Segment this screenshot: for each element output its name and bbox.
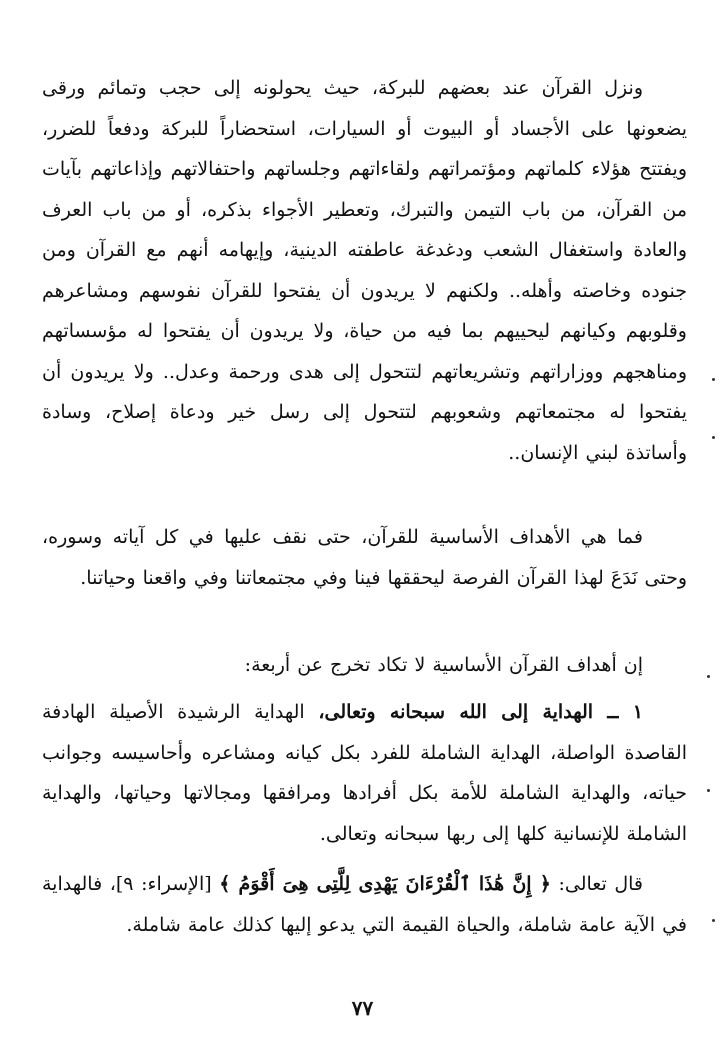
goal-one-description: الهداية الرشيدة الأصيلة الهادفة القاصدة الواصلة، الهداية الشاملة للفرد بكل كيانه ومشاعره وأحاسيسه وجوانب حياته، والهداية الشاملة للأمة بكل أفرادها ومرافقها ومجالاتها وحياتها، والهداية الشاملة للإنسانية كلها إلى ربها سبحانه وتعالى. (42, 701, 687, 845)
margin-mark (707, 789, 710, 792)
paragraph-quran-for-blessing: ونزل القرآن عند بعضهم للبركة، حيث يحولونه إلى حجب وتمائم ورقى يضعونها على الأجساد أو البيوت أو السيارات، استحضاراً للبركة ودفعاً للضرر، ويفتتح هؤلاء كلماتهم ومؤتمراتهم ولقاءاتهم وجلساتهم واحتفالاتهم وإذاعاتهم بآيات من القرآن، من باب التيمن والتبرك، وتعطير الأجواء بذكره، أو من باب العرف والعادة واستغفال الشعب ودغدغة عاطفته الدينية، وإيهامه أنهم مع القرآن ومن جنوده وخاصته وأهله.. ولكنهم لا يريدون أن يفتحوا للقرآن نفوسهم ومشاعرهم وقلوبهم وكيانهم ليحييهم بما فيه من حياة، ولا يريدون أن يفتحوا له مؤسساتهم ومناهجهم ووزاراتهم وتشريعاتهم لتتحول إلى هدى ورحمة وعدل.. ولا يريدون أن يفتحوا له مجتمعاتهم وشعوبهم لتتحول إلى رسل خير ودعاة إصلاح، وسادة وأساتذة لبني الإنسان.. (42, 77, 687, 464)
paragraph-four-goals-intro: إن أهداف القرآن الأساسية لا تكاد تخرج عن أربعة: (244, 654, 643, 676)
margin-mark (707, 675, 710, 678)
margin-mark (712, 919, 715, 922)
paragraph-core-goals-question: فما هي الأهداف الأساسية للقرآن، حتى نقف عليها في كل آياته وسوره، وحتى نَدَعَ لهذا القرآن الفرصة ليحققها فينا وفي مجتمعاتنا وفي واقعنا وحياتنا. (42, 526, 687, 589)
goal-one-heading: ١ ــ الهداية إلى الله سبحانه وتعالى، (318, 701, 643, 723)
quran-verse-text: ﴿ إِنَّ هَٰذَا ٱلْقُرْءَانَ يَهْدِى لِلَّتِى هِىَ أَقْوَمُ ﴾ (219, 873, 551, 895)
page-number: ٧٧ (351, 996, 374, 1020)
paragraph-quran-verse (42, 864, 687, 945)
verse-explanation: فالهداية في الآية عامة شاملة، والحياة القيمة التي يدعو إليها كذلك عامة شاملة. (42, 873, 687, 936)
margin-mark (712, 378, 715, 381)
paragraph-goal-one-guidance (42, 692, 687, 854)
verse-intro: قال تعالى: (550, 873, 644, 895)
margin-mark (712, 436, 715, 439)
verse-reference: [الإسراء: ٩]، (109, 873, 220, 895)
